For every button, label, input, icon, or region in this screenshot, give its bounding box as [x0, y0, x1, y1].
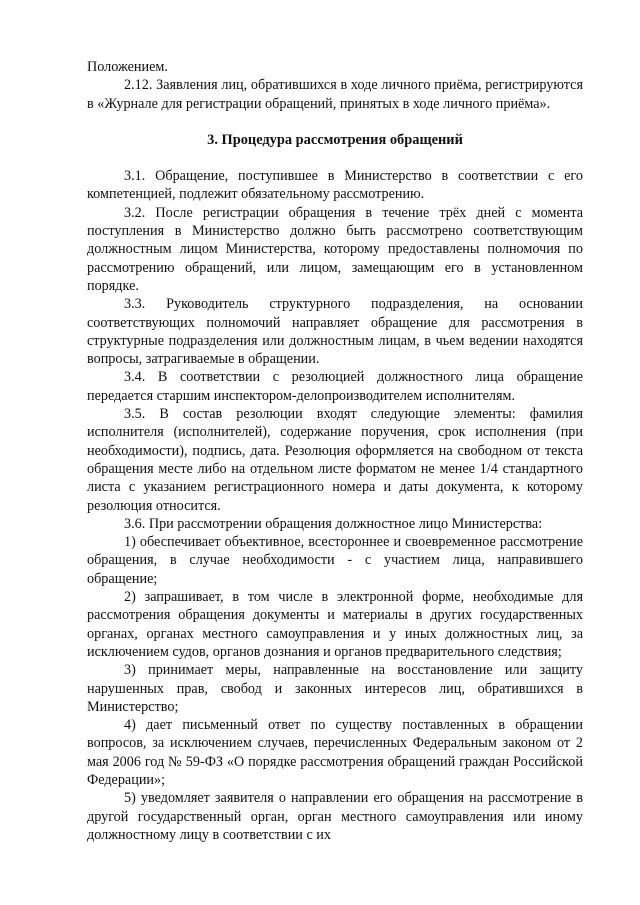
list-item-3: 3) принимает меры, направленные на восстановление или защиту нарушенных прав, свобод и законных интересов лиц, обратившихся в Министерство; — [87, 662, 583, 715]
section-title: 3. Процедура рассмотрения обращений — [207, 131, 463, 148]
paragraph-3-3: 3.3. Руководитель структурного подразделения, на основании соответствующих полномочий направляет обращение для рассмотрения в структурные подразделения или должностным лицам, в чьем ведении находятся вопросы, затрагиваемые в обращении. — [87, 296, 583, 368]
list-item-5: 5) уведомляет заявителя о направлении его обращения на рассмотрение в другой государственный орган, орган местного самоуправления или иному должностному лицу в соответствии с их — [87, 790, 583, 843]
paragraph-3-2: 3.2. После регистрации обращения в течение трёх дней с момента поступления в Министерство должно быть рассмотрено соответствующим должностным лицом Министерства, которому предоставлены полномочия по рассмотрению обращений, или лицом, замещающим его в установленном порядке. — [87, 204, 583, 294]
paragraph-3-6: 3.6. При рассмотрении обращения должностное лицо Министерства: — [124, 515, 543, 532]
paragraph-continuation: Положением. — [87, 59, 168, 75]
list-item-4: 4) дает письменный ответ по существу поставленных в обращении вопросов, за исключением случаев, перечисленных Федеральным законом от 2 мая 2006 год № 59-ФЗ «О порядке рассмотрения обращений граждан Российской Федерации»; — [87, 717, 583, 788]
list-item-2: 2) запрашивает, в том числе в электронной форме, необходимые для рассмотрения обращения документы и материалы в других государственных органах, органах местного самоуправления и у иных должностных лиц, за исключением судов, органов дознания и органов предварительного следствия; — [87, 589, 583, 660]
paragraph-3-1: 3.1. Обращение, поступившее в Министерство в соответствии с его компетенцией, подлежит обязательному рассмотрению. — [87, 168, 583, 203]
list-item-1: 1) обеспечивает объективное, всестороннее и своевременное рассмотрение обращения, в случае необходимости - с участием лица, направившего обращение; — [87, 534, 583, 587]
paragraph-2-12: 2.12. Заявления лиц, обратившихся в ходе личного приёма, регистрируются в «Журнале для регистрации обращений, принятых в ходе личного приёма». — [87, 77, 583, 112]
paragraph-3-4: 3.4. В соответствии с резолюцией должностного лица обращение передается старшим инспектором-делопроизводителем исполнителям. — [87, 369, 583, 404]
document-page — [87, 58, 583, 844]
paragraph-3-5: 3.5. В состав резолюции входят следующие элементы: фамилия исполнителя (исполнителей), содержание поручения, срок исполнения (при необходимости), подпись, дата. Резолюция оформляется на свободном от текста обращения месте либо на отдельном листе форматом не менее 1/4 стандартного листа с указанием регистрационного номера и даты документа, к которому резолюция относится. — [87, 406, 583, 514]
